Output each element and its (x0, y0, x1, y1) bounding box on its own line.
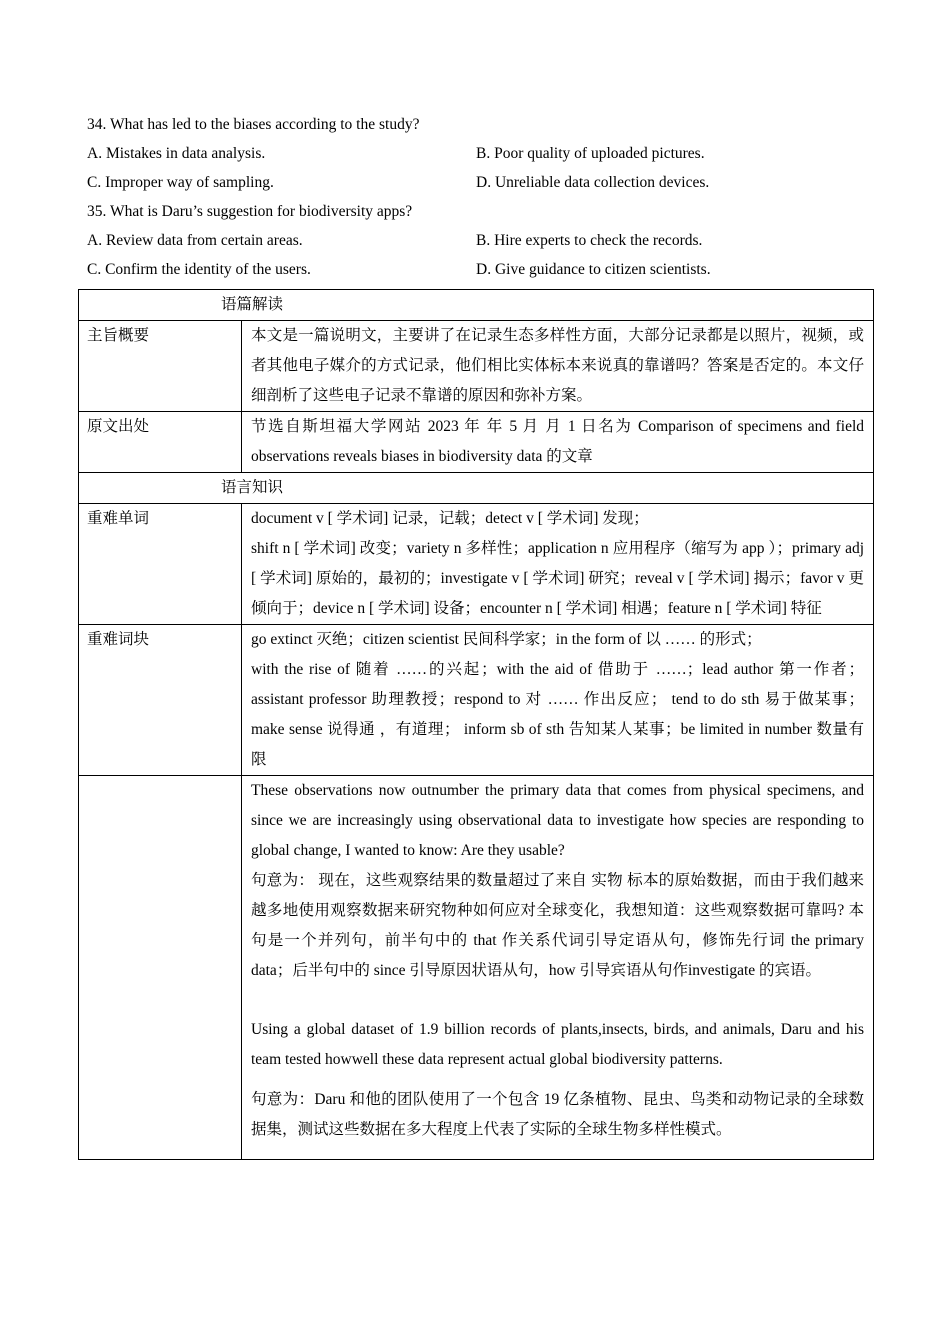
question-35-option-b: B. Hire experts to check the records. (476, 232, 703, 249)
sentence-2-english: Using a global dataset of 1.9 billion records of plants,insects, birds, and animals, Daru and his team tested howwell these data represent actual global biodiversity patterns. (251, 1021, 865, 1068)
question-34-option-c: C. Improper way of sampling. (87, 174, 274, 191)
sentence-1-translation: 句意为： 现在，这些观察结果的数量超过了来自 实物 标本的原始数据，而由于我们越来越多地使用观察数据来研究物种如何应对全球变化，我想知道：这些观察数据可靠吗? 本句是一个并列句，前半句中的 that 作关系代词引导定语从句，修饰先行词 the primary data；后半句中的 since 引导原因状语从句，how 引导宾语从句作investigate 的宾语。 (251, 872, 865, 979)
chunks-label: 重难词块 (79, 625, 242, 776)
section-title-language: 语言知识 (79, 473, 874, 504)
section-row-discourse (79, 290, 874, 321)
sentence-1-english: These observations now outnumber the primary data that comes from physical specimens, and since we are increasingly using observational data to investigate how species are responding to global change, I wanted to know: Are they usable? (251, 782, 865, 859)
source-text: 节选自斯坦福大学网站 2023 年 年 5 月 月 1 日名为 Comparison of specimens and field observations reveals biases in biodiversity data 的文章 (242, 412, 874, 473)
sentence-2-translation: 句意为：Daru 和他的团队使用了一个包含 19 亿条植物、昆虫、鸟类和动物记录的全球数据集，测试这些数据在多大程度上代表了实际的全球生物多样性模式。 (251, 1091, 865, 1138)
chunks-cell (242, 625, 874, 776)
section-row-language (79, 473, 874, 504)
words-row (79, 504, 874, 625)
words-line-1: document v [ 学术词] 记录，记载；detect v [ 学术词] 发现； (251, 510, 649, 527)
summary-text: 本文是一篇说明文，主要讲了在记录生态多样性方面，大部分记录都是以照片，视频，或者其他电子媒介的方式记录，他们相比实体标本来说真的靠谱吗？答案是否定的。本文仔细剖析了这些电子记录不靠谱的原因和弥补方案。 (242, 321, 874, 412)
sentences-row (79, 776, 874, 1160)
source-row (79, 412, 874, 473)
question-35-option-d: D. Give guidance to citizen scientists. (476, 261, 711, 278)
question-34-option-d: D. Unreliable data collection devices. (476, 174, 710, 191)
question-34-option-a: A. Mistakes in data analysis. (87, 145, 266, 162)
question-34-option-b: B. Poor quality of uploaded pictures. (476, 145, 705, 162)
chunks-line-2: with the rise of 随着 ……的兴起；with the aid of 借助于 ……；lead author 第一作者；assistant professor 助理教授；respond to 对 …… 作出反应； tend to do sth 易于做某事；make sense 说得通 ，有道理； inform sb of sth 告知某人某事；be limited in number 数量有限 (251, 661, 865, 768)
summary-row (79, 321, 874, 412)
question-35-stem: 35. What is Daru’s suggestion for biodiversity apps? (87, 203, 413, 220)
source-label: 原文出处 (79, 412, 242, 473)
words-line-2: shift n [ 学术词] 改变；variety n 多样性；application n 应用程序（缩写为 app ）；primary adj [ 学术词] 原始的，最初的；investigate v [ 学术词] 研究；reveal v [ 学术词] 揭示；favor v 更倾向于；device n [ 学术词] 设备；encounter n [ 学术词] 相遇；feature n [ 学术词] 特征 (251, 540, 865, 617)
words-cell (242, 504, 874, 625)
summary-label: 主旨概要 (79, 321, 242, 412)
sentences-cell (242, 776, 874, 1160)
analysis-table (78, 289, 874, 1160)
words-label: 重难单词 (79, 504, 242, 625)
sentences-label (79, 776, 242, 1160)
chunks-row (79, 625, 874, 776)
question-35-option-c: C. Confirm the identity of the users. (87, 261, 311, 278)
section-title-discourse: 语篇解读 (79, 290, 874, 321)
chunks-line-1: go extinct 灭绝；citizen scientist 民间科学家；in the form of 以 …… 的形式； (251, 631, 762, 648)
question-35-option-a: A. Review data from certain areas. (87, 232, 303, 249)
question-34-stem: 34. What has led to the biases according to the study? (87, 116, 420, 133)
